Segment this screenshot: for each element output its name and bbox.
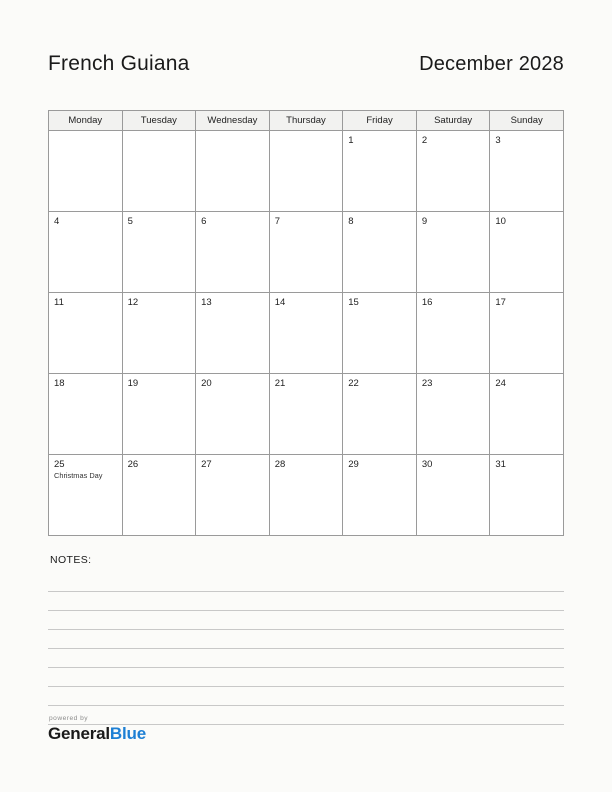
month-year-title: December 2028 xyxy=(419,53,564,75)
powered-by-label: powered by xyxy=(49,715,89,722)
day-number: 6 xyxy=(201,216,207,227)
calendar-day-cell[interactable] xyxy=(49,455,123,536)
calendar-week-row xyxy=(49,455,564,536)
calendar-day-cell[interactable] xyxy=(49,131,123,212)
calendar-week-row xyxy=(49,374,564,455)
notes-line[interactable] xyxy=(48,687,564,706)
calendar-day-cell[interactable] xyxy=(122,455,196,536)
day-number: 21 xyxy=(274,378,286,389)
calendar-day-cell[interactable] xyxy=(49,293,123,374)
day-number: 11 xyxy=(54,297,64,308)
day-number: 7 xyxy=(274,216,280,227)
calendar-week-row xyxy=(49,131,564,212)
day-number: 9 xyxy=(421,216,428,227)
day-number: 27 xyxy=(201,459,212,470)
calendar-day-cell[interactable] xyxy=(490,455,564,536)
calendar-week-row xyxy=(49,212,564,293)
day-number: 15 xyxy=(348,297,359,308)
day-number: 19 xyxy=(127,378,139,389)
calendar-day-cell[interactable] xyxy=(196,374,270,455)
brand-logo[interactable] xyxy=(48,724,146,744)
day-number: 5 xyxy=(127,216,133,227)
calendar-day-cell[interactable] xyxy=(490,374,564,455)
calendar-grid xyxy=(48,110,564,536)
calendar-day-cell[interactable] xyxy=(343,131,417,212)
day-number: 26 xyxy=(127,459,139,470)
day-number: 2 xyxy=(421,135,428,146)
day-number: 14 xyxy=(274,297,286,308)
day-number: 4 xyxy=(54,216,60,227)
calendar-day-cell[interactable] xyxy=(196,212,270,293)
calendar-day-cell[interactable] xyxy=(490,131,564,212)
calendar-day-cell[interactable] xyxy=(343,293,417,374)
calendar-day-cell[interactable] xyxy=(122,293,196,374)
notes-label: NOTES: xyxy=(50,554,92,566)
day-number: 28 xyxy=(274,459,286,470)
calendar-day-cell[interactable] xyxy=(122,374,196,455)
day-number: 25 xyxy=(54,459,65,470)
notes-line[interactable] xyxy=(48,649,564,668)
brand-name-second: Blue xyxy=(109,724,146,743)
calendar-day-cell[interactable] xyxy=(196,455,270,536)
weekday-header-wednesday: Wednesday xyxy=(196,111,270,131)
day-number: 3 xyxy=(495,135,501,146)
calendar-day-cell[interactable] xyxy=(490,293,564,374)
calendar-day-cell[interactable] xyxy=(416,455,490,536)
day-number: 24 xyxy=(495,378,506,389)
calendar-day-cell[interactable] xyxy=(269,293,343,374)
day-number: 18 xyxy=(54,378,65,389)
weekday-header-row xyxy=(49,111,564,131)
page-header xyxy=(48,52,564,98)
calendar-day-cell[interactable] xyxy=(196,131,270,212)
day-event: Christmas Day xyxy=(54,471,103,480)
day-number: 29 xyxy=(348,459,359,470)
day-number: 30 xyxy=(421,459,433,470)
calendar-day-cell[interactable] xyxy=(49,374,123,455)
calendar-day-cell[interactable] xyxy=(343,455,417,536)
calendar-week-row xyxy=(49,293,564,374)
weekday-header-tuesday: Tuesday xyxy=(122,111,196,131)
notes-line[interactable] xyxy=(48,630,564,649)
day-number: 17 xyxy=(495,297,506,308)
day-number: 10 xyxy=(495,216,506,227)
weekday-header-sunday: Sunday xyxy=(490,111,564,131)
notes-line[interactable] xyxy=(48,592,564,611)
day-number: 22 xyxy=(348,378,359,389)
weekday-header-thursday: Thursday xyxy=(269,111,343,131)
calendar-day-cell[interactable] xyxy=(49,212,123,293)
calendar-day-cell[interactable] xyxy=(416,131,490,212)
weekday-header-friday: Friday xyxy=(343,111,417,131)
calendar-day-cell[interactable] xyxy=(269,374,343,455)
day-number: 20 xyxy=(201,378,212,389)
calendar-day-cell[interactable] xyxy=(343,374,417,455)
day-number: 13 xyxy=(201,297,212,308)
calendar-day-cell[interactable] xyxy=(269,212,343,293)
day-number: 31 xyxy=(495,459,506,470)
calendar-day-cell[interactable] xyxy=(490,212,564,293)
notes-line[interactable] xyxy=(48,611,564,630)
weekday-header-saturday: Saturday xyxy=(416,111,490,131)
notes-line[interactable] xyxy=(48,668,564,687)
calendar-day-cell[interactable] xyxy=(122,212,196,293)
calendar-day-cell[interactable] xyxy=(416,374,490,455)
weekday-header-monday: Monday xyxy=(49,111,123,131)
day-number: 12 xyxy=(127,297,139,308)
footer xyxy=(48,715,146,744)
calendar-day-cell[interactable] xyxy=(196,293,270,374)
day-number: 23 xyxy=(421,378,433,389)
day-number: 1 xyxy=(348,135,354,146)
notes-line[interactable] xyxy=(48,573,564,592)
calendar-day-cell[interactable] xyxy=(416,212,490,293)
calendar-day-cell[interactable] xyxy=(122,131,196,212)
calendar-day-cell[interactable] xyxy=(343,212,417,293)
notes-section xyxy=(48,554,564,725)
calendar-day-cell[interactable] xyxy=(416,293,490,374)
calendar-day-cell[interactable] xyxy=(269,131,343,212)
day-number: 8 xyxy=(348,216,354,227)
brand-name-first: General xyxy=(48,724,110,743)
calendar-day-cell[interactable] xyxy=(269,455,343,536)
day-number: 16 xyxy=(421,297,433,308)
page-title: French Guiana xyxy=(48,52,190,75)
